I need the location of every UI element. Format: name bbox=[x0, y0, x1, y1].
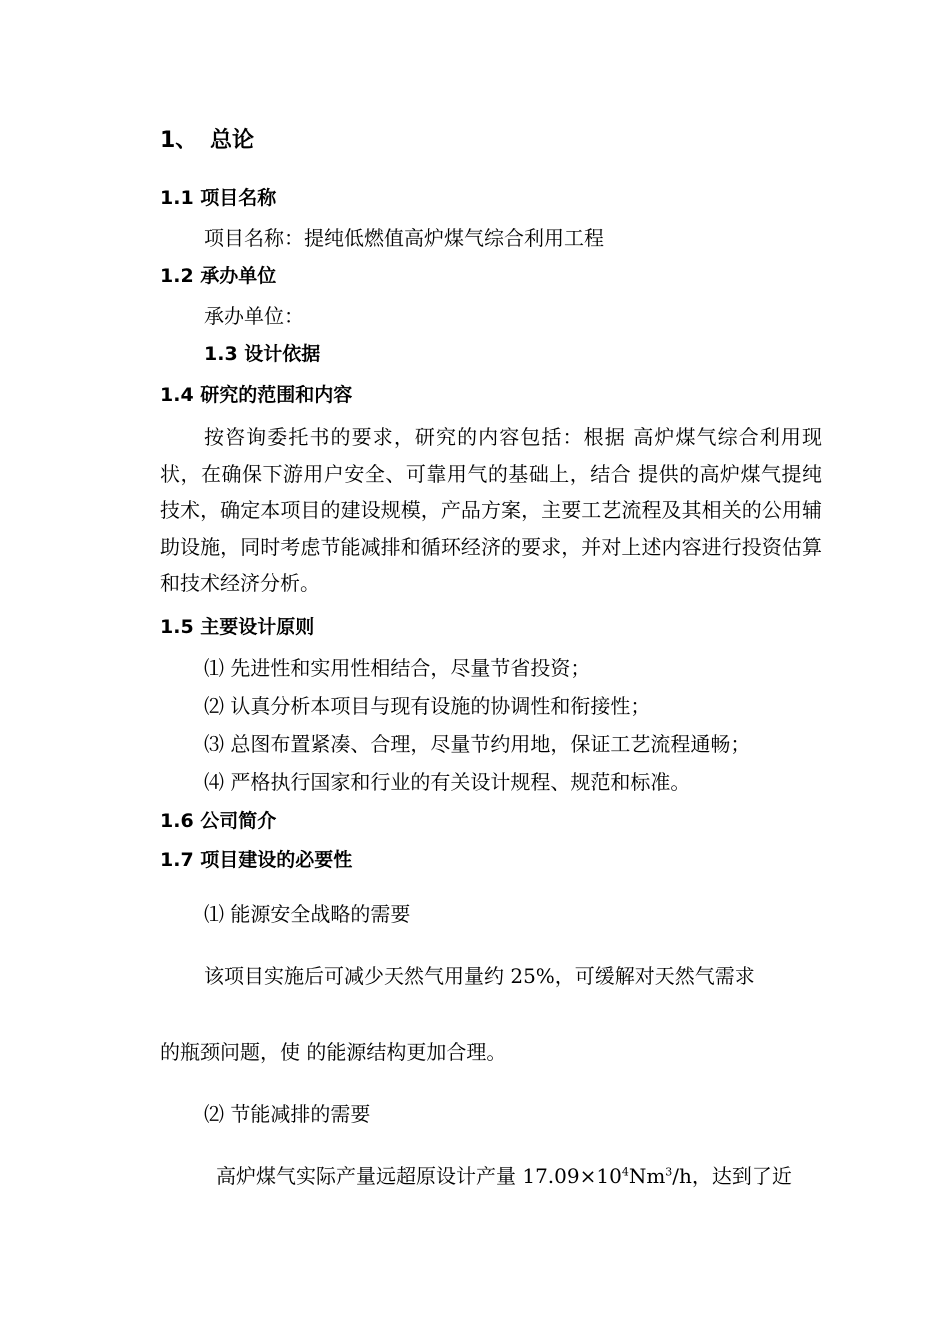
section-heading-1-6: 1.6 公司简介 bbox=[160, 810, 277, 832]
need-2-text-c: /h，达到了近 bbox=[672, 1164, 792, 1188]
section-heading-1-3: 1.3 设计依据 bbox=[204, 343, 321, 365]
section-heading-1-1: 1.1 项目名称 bbox=[160, 187, 277, 209]
need-2-title: ⑵ 节能减排的需要 bbox=[204, 1102, 371, 1126]
need-2-text-b: Nm bbox=[628, 1164, 666, 1188]
principle-item: ⑵ 认真分析本项目与现有设施的协调性和衔接性； bbox=[204, 694, 651, 718]
need-1-line-2: 的瓶颈问题，使 的能源结构更加合理。 bbox=[160, 1040, 507, 1064]
project-name-text: 项目名称：提纯低燃值高炉煤气综合利用工程 bbox=[204, 226, 604, 250]
need-1-line-1: 该项目实施后可减少天然气用量约 25%，可缓解对天然气需求 bbox=[204, 964, 755, 988]
scope-paragraph: 按咨询委托书的要求，研究的内容包括：根据 高炉煤气综合利用现状，在确保下游用户安全、可靠用气的基础上，结合 提供的高炉煤气提纯技术，确定本项目的建设规模，产品方案，主要工艺流程及其相关的公用辅助设施，同时考虑节能减排和循环经济的要求，并对上述内容进行投资估算和技术经济分析。 bbox=[160, 425, 822, 595]
section-heading-1-5: 1.5 主要设计原则 bbox=[160, 616, 315, 638]
principle-item: ⑴ 先进性和实用性相结合，尽量节省投资； bbox=[204, 656, 591, 680]
section-heading-1-7: 1.7 项目建设的必要性 bbox=[160, 849, 353, 871]
exponent-3: 3 bbox=[665, 1165, 673, 1179]
section-heading-1-4: 1.4 研究的范围和内容 bbox=[160, 384, 353, 406]
chapter-title: 总论 bbox=[210, 128, 255, 153]
chapter-number: 1、 bbox=[160, 128, 198, 153]
need-2-text-a: 高炉煤气实际产量远超原设计产量 17.09×10 bbox=[216, 1164, 622, 1188]
principle-item: ⑷ 严格执行国家和行业的有关设计规程、规范和标准。 bbox=[204, 770, 691, 794]
principle-item: ⑶ 总图布置紧凑、合理，尽量节约用地，保证工艺流程通畅； bbox=[204, 732, 751, 756]
section-heading-1-2: 1.2 承办单位 bbox=[160, 265, 277, 287]
need-2-line-1 bbox=[216, 1162, 792, 1190]
host-unit-text: 承办单位： bbox=[204, 304, 304, 328]
exponent-4: 4 bbox=[621, 1165, 629, 1179]
need-1-title: ⑴ 能源安全战略的需要 bbox=[204, 902, 411, 926]
chapter-heading bbox=[160, 126, 254, 156]
